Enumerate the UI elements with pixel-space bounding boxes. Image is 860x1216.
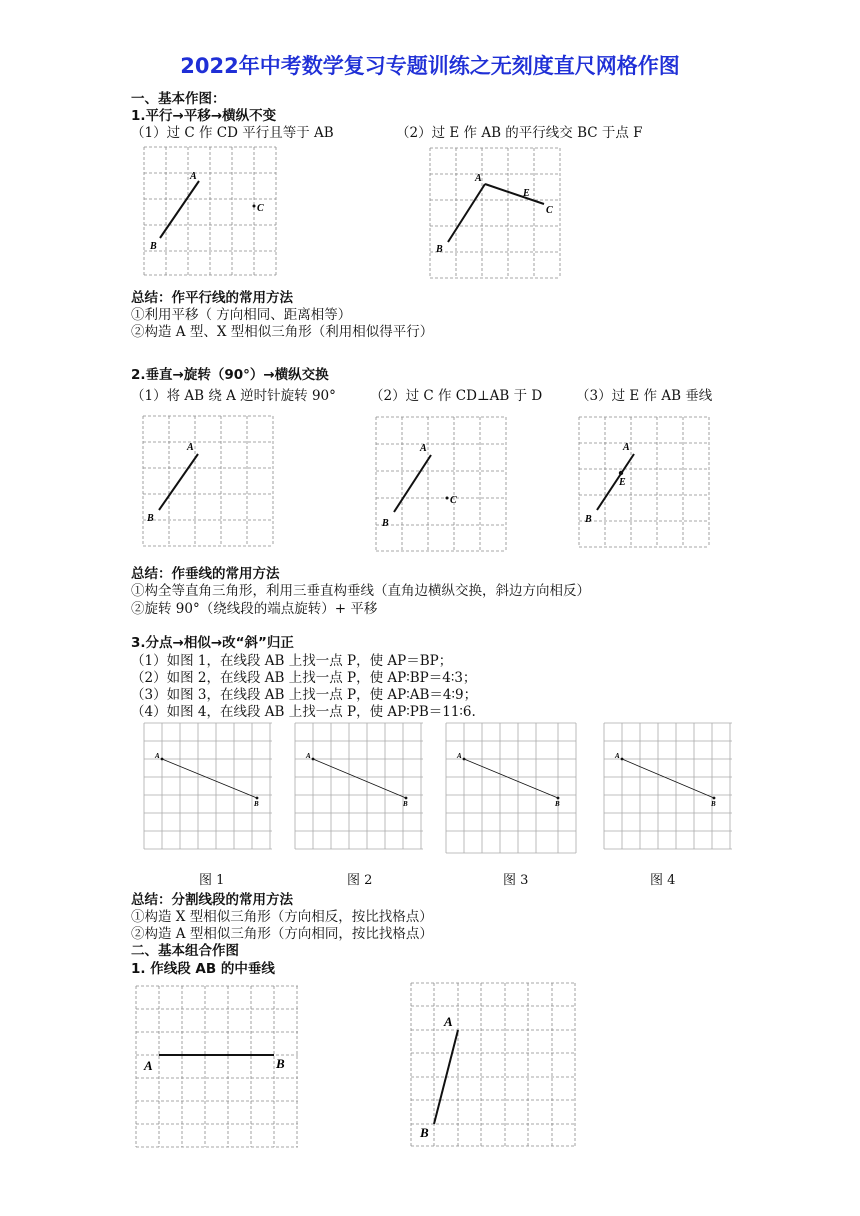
label-c: C — [450, 495, 457, 506]
point-a — [312, 758, 315, 761]
figure-caption: 图 4 — [650, 873, 676, 888]
grid-figure-division-1 — [143, 722, 273, 854]
segment-ab — [622, 759, 714, 798]
grid-figure-parallel-2 — [428, 145, 564, 281]
label-b: B — [150, 241, 157, 252]
label-a: A — [155, 752, 160, 760]
label-a: A — [457, 752, 462, 760]
segment-ab — [313, 759, 406, 798]
question-2-1: （1）将 AB 绕 A 逆时针旋转 90° — [131, 388, 336, 404]
label-a: A — [420, 443, 427, 454]
point-b — [557, 797, 560, 800]
label-a: A — [615, 752, 620, 760]
label-b: B — [711, 800, 716, 808]
division-question: （3）如图 3，在线段 AB 上找一点 P，使 AP∶AB＝4∶9； — [131, 687, 478, 703]
grid-figure-parallel-1 — [140, 143, 280, 279]
segment-ab — [597, 454, 634, 510]
label-b: B — [382, 518, 389, 529]
topic-heading-perpendicular: 2.垂直→旋转（90°）→横纵交换 — [131, 367, 329, 383]
point-c — [253, 205, 256, 208]
segment-ab — [448, 184, 485, 242]
summary-item: ①利用平移（ 方向相同、距离相等） — [131, 307, 352, 323]
grid-figure-perp-1 — [140, 413, 276, 549]
question-2-3: （3）过 E 作 AB 垂线 — [576, 388, 713, 404]
grid-figure-bisector-1 — [133, 983, 301, 1151]
grid-figure-division-2 — [294, 722, 424, 854]
label-a: A — [444, 1014, 453, 1029]
summary-item: ①构全等直角三角形，利用三垂直构垂线（直角边横纵交换，斜边方向相反） — [131, 583, 590, 599]
label-e: E — [523, 188, 530, 199]
figure-caption: 图 2 — [347, 873, 373, 888]
division-question: （4）如图 4，在线段 AB 上找一点 P，使 AP∶PB＝11∶6. — [131, 704, 476, 720]
label-a: A — [475, 173, 482, 184]
label-a: A — [623, 442, 630, 453]
label-a: A — [190, 171, 197, 182]
grid-figure-perp-3 — [576, 414, 712, 552]
label-c: C — [546, 205, 553, 216]
section-heading-combined: 二、基本组合作图 — [131, 943, 239, 959]
grid-figure-bisector-2 — [408, 980, 578, 1150]
summary-item: ②旋转 90°（绕线段的端点旋转）+ 平移 — [131, 601, 378, 617]
segment-ab — [394, 455, 431, 512]
point-c — [446, 497, 449, 500]
summary-title-parallel: 总结：作平行线的常用方法 — [131, 290, 293, 306]
summary-title-perpendicular: 总结：作垂线的常用方法 — [131, 566, 280, 582]
label-b: B — [585, 514, 592, 525]
label-b: B — [276, 1056, 285, 1071]
point-a — [161, 758, 164, 761]
point-a — [463, 758, 466, 761]
segment-ab — [159, 454, 198, 510]
summary-title-division: 总结：分割线段的常用方法 — [131, 892, 293, 908]
label-b: B — [403, 800, 408, 808]
question-1-2: （2）过 E 作 AB 的平行线交 BC 于点 F — [396, 125, 643, 141]
topic-heading-division: 3.分点→相似→改“斜”归正 — [131, 635, 294, 651]
point-b — [405, 797, 408, 800]
label-b: B — [254, 800, 259, 808]
figure-caption: 图 1 — [199, 873, 225, 888]
topic-heading-parallel: 1.平行→平移→横纵不变 — [131, 108, 277, 124]
figure-caption: 图 3 — [503, 873, 529, 888]
summary-item: ①构造 X 型相似三角形（方向相反，按比找格点） — [131, 909, 433, 925]
label-b: B — [420, 1125, 429, 1140]
topic-heading-perp-bisector: 1. 作线段 AB 的中垂线 — [131, 961, 275, 977]
page-title: 2022年中考数学复习专题训练之无刻度直尺网格作图 — [180, 54, 680, 78]
division-question: （2）如图 2，在线段 AB 上找一点 P，使 AP∶BP＝4∶3； — [131, 670, 477, 686]
label-c: C — [257, 203, 264, 214]
section-heading-basic: 一、基本作图： — [131, 91, 226, 107]
grid-figure-division-3 — [445, 722, 577, 856]
point-b — [256, 797, 259, 800]
label-e: E — [619, 477, 626, 488]
division-question: （1）如图 1，在线段 AB 上找一点 P，使 AP＝BP； — [131, 653, 453, 669]
label-a: A — [144, 1058, 153, 1073]
segment-ab — [162, 759, 257, 798]
grid-lines — [430, 148, 560, 278]
point-e — [619, 471, 623, 475]
point-a — [621, 758, 624, 761]
grid-figure-perp-2 — [373, 414, 509, 554]
label-b: B — [436, 244, 443, 255]
grid-lines — [376, 417, 506, 551]
grid-lines — [136, 986, 298, 1147]
summary-item: ②构造 A 型相似三角形（方向相同，按比找格点） — [131, 926, 433, 942]
grid-lines — [143, 416, 273, 546]
question-2-2: （2）过 C 作 CD⊥AB 于 D — [370, 388, 543, 404]
summary-item: ②构造 A 型、X 型相似三角形（利用相似得平行） — [131, 324, 434, 340]
grid-figure-division-4 — [603, 722, 733, 854]
label-a: A — [187, 442, 194, 453]
label-b: B — [147, 513, 154, 524]
label-a: A — [306, 752, 311, 760]
segment-ac — [485, 184, 544, 204]
label-b: B — [555, 800, 560, 808]
segment-ab — [464, 759, 558, 798]
grid-lines — [579, 417, 709, 547]
point-b — [713, 797, 716, 800]
question-1-1: （1）过 C 作 CD 平行且等于 AB — [131, 125, 334, 141]
